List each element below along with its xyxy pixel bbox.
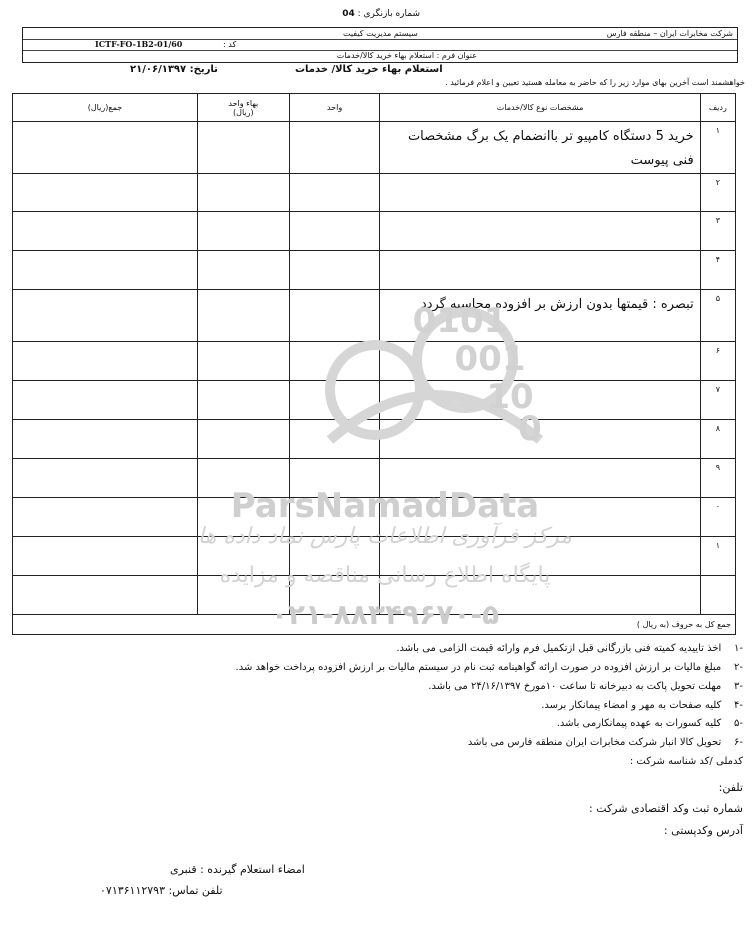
watermark-brand: ParsNamadData <box>230 486 540 526</box>
table-row <box>13 212 736 251</box>
table-row <box>13 537 736 576</box>
system-name: سیستم مدیریت کیفیت <box>343 29 418 38</box>
row-unit <box>289 576 380 615</box>
phone-field: تلفن: <box>718 781 743 794</box>
revision-number <box>270 9 420 19</box>
row-unit-price <box>197 122 289 174</box>
col-unit-price-header: بهاء واحد (ریال) <box>197 94 289 122</box>
row-total <box>13 122 198 174</box>
row-unit <box>289 420 380 459</box>
svg-text:0101: 0101 <box>412 301 508 341</box>
row-number: ۱ <box>700 122 735 174</box>
row-unit <box>289 174 380 212</box>
table-row <box>13 381 736 420</box>
row-unit <box>289 251 380 290</box>
table-row <box>13 174 736 212</box>
row-total <box>13 576 198 615</box>
row-total <box>13 459 198 498</box>
row-description <box>380 420 700 459</box>
row-number: ۰ <box>700 498 735 537</box>
row-unit-price <box>197 342 289 381</box>
svg-text:0: 0 <box>518 409 542 449</box>
row-number: ۱ <box>700 537 735 576</box>
items-table <box>12 93 736 635</box>
row-number: ۶ <box>700 342 735 381</box>
row-unit <box>289 212 380 251</box>
row-description <box>380 212 700 251</box>
national-id-field: کدملی /کد شناسه شرکت : <box>629 756 743 767</box>
revision-value: 04 <box>342 9 355 19</box>
note-number: -۲ <box>734 662 743 673</box>
row-unit-price <box>197 251 289 290</box>
row-unit <box>289 498 380 537</box>
row-total <box>13 212 198 251</box>
address-field: آدرس وکدپستی : <box>663 824 743 837</box>
table-row <box>13 122 736 174</box>
row-description <box>380 576 700 615</box>
note-number: -۳ <box>734 681 743 692</box>
row-total <box>13 420 198 459</box>
row-number: ۸ <box>700 420 735 459</box>
table-row <box>13 420 736 459</box>
row-number: ۷ <box>700 381 735 420</box>
row-description: تبصره : قیمتها بدون ارزش بر افزوده محاسبه گردد <box>380 290 700 342</box>
row-unit <box>289 459 380 498</box>
svg-text:10: 10 <box>486 377 534 417</box>
row-total <box>13 174 198 212</box>
note-number: -۴ <box>734 700 743 711</box>
row-total <box>13 290 198 342</box>
note-text: کلیه صفحات به مهر و امضاء پیمانکار برسد. <box>541 700 722 711</box>
note-number: -۵ <box>734 718 743 729</box>
table-row <box>13 576 736 615</box>
note-text: تحویل کالا انبار شرکت مخابرات ایران منطقه فارس می باشد <box>467 737 722 748</box>
revision-label: شماره بازنگری : <box>357 9 420 19</box>
row-number: ۵ <box>700 290 735 342</box>
table-row <box>13 498 736 537</box>
note-text: مبلغ مالیات بر ارزش افزوده در صورت ارائه گواهینامه ثبت نام در سیستم مالیات بر ارزش افزوده پرداخت خواهد شد. <box>235 662 722 673</box>
row-number: ۹ <box>700 459 735 498</box>
code-value: ICTF-FO-1B2-01/60 <box>95 39 183 49</box>
watermark-line2: پایگاه اطلاع رسانی مناقصه و مزایده <box>219 563 551 588</box>
note-item <box>541 700 743 711</box>
form-header <box>22 27 738 63</box>
doc-date: تاریخ: ۲۱/۰۶/۱۳۹۷ <box>130 64 218 75</box>
note-text: مهلت تحویل پاکت به دبیرخانه تا ساعت ۱۰مورخ ۲۴/۱۶/۱۳۹۷ می باشد. <box>428 681 722 692</box>
header-row-3 <box>23 50 737 61</box>
doc-title: استعلام بهاء خرید کالا/ خدمات <box>295 64 443 75</box>
row-unit <box>289 122 380 174</box>
table-row <box>13 342 736 381</box>
intro-text: خواهشمند است آخرین بهای موارد زیر را که حاضر به معامله هستید تعیین و اعلام فرمائید . <box>445 78 745 87</box>
row-unit-price <box>197 212 289 251</box>
watermark-line1: مرکز فرآوری اطلاعات پارس نماد داده ها <box>197 524 573 549</box>
row-unit <box>289 290 380 342</box>
note-item <box>428 681 743 692</box>
row-description <box>380 174 700 212</box>
row-number: ۴ <box>700 251 735 290</box>
row-description <box>380 381 700 420</box>
row-unit <box>289 381 380 420</box>
note-item <box>557 718 743 729</box>
table-header-row <box>13 94 736 122</box>
contact-phone: تلفن تماس: ۰۷۱۳۶۱۱۲۷۹۳ <box>100 884 223 897</box>
svg-text:001: 001 <box>454 339 526 379</box>
company-name: شرکت مخابرات ایران – منطقه فارس <box>606 29 733 38</box>
row-unit-price <box>197 290 289 342</box>
row-unit-price <box>197 420 289 459</box>
col-row-header: ردیف <box>700 94 735 122</box>
row-unit-price <box>197 537 289 576</box>
signer: امضاء استعلام گیرنده : قنبری <box>170 863 305 876</box>
row-total <box>13 381 198 420</box>
row-unit-price <box>197 174 289 212</box>
note-number: -۱ <box>734 643 743 654</box>
row-total <box>13 537 198 576</box>
row-total <box>13 251 198 290</box>
row-unit <box>289 537 380 576</box>
row-description <box>380 251 700 290</box>
row-total <box>13 342 198 381</box>
row-number: ۳ <box>700 212 735 251</box>
code-label: کد : <box>223 40 237 49</box>
form-title: عنوان فرم : استعلام بهاء خرید کالا/خدمات <box>336 51 477 60</box>
row-description: خرید 5 دستگاه کامپیو تر باانضمام یک برگ مشخصات فنی پیوست <box>380 122 700 174</box>
table-row <box>13 251 736 290</box>
note-item <box>468 737 743 748</box>
row-number: ۲ <box>700 174 735 212</box>
row-number <box>700 576 735 615</box>
table-row <box>13 459 736 498</box>
registration-field: شماره ثبت وکد اقتصادی شرکت : <box>588 802 743 815</box>
row-unit-price <box>197 576 289 615</box>
row-description <box>380 537 700 576</box>
row-description <box>380 498 700 537</box>
note-text: کلیه کسورات به عهده پیمانکارمی باشد. <box>556 718 722 729</box>
table-row <box>13 290 736 342</box>
note-item <box>236 662 743 673</box>
col-desc-header: مشخصات نوع کالا/خدمات <box>380 94 700 122</box>
note-number: -۶ <box>734 737 743 748</box>
row-unit <box>289 342 380 381</box>
row-unit-price <box>197 498 289 537</box>
col-unit-header: واحد <box>289 94 380 122</box>
row-unit-price <box>197 459 289 498</box>
row-description <box>380 459 700 498</box>
note-text: اخذ تاییدیه کمیته فنی بازرگانی قبل ازتکمیل فرم وارائه قیمت الزامی می باشد. <box>396 643 722 654</box>
col-total-header: جمع(ریال) <box>13 94 198 122</box>
note-item <box>396 643 743 654</box>
total-in-words: جمع کل به حروف (به ریال ) <box>13 615 736 635</box>
row-description <box>380 342 700 381</box>
table-total-row <box>13 615 736 635</box>
watermark-phone: ۰۲۱-۸۸۳۴۹۶۷۰-۵ <box>270 598 500 631</box>
row-unit-price <box>197 381 289 420</box>
row-total <box>13 498 198 537</box>
